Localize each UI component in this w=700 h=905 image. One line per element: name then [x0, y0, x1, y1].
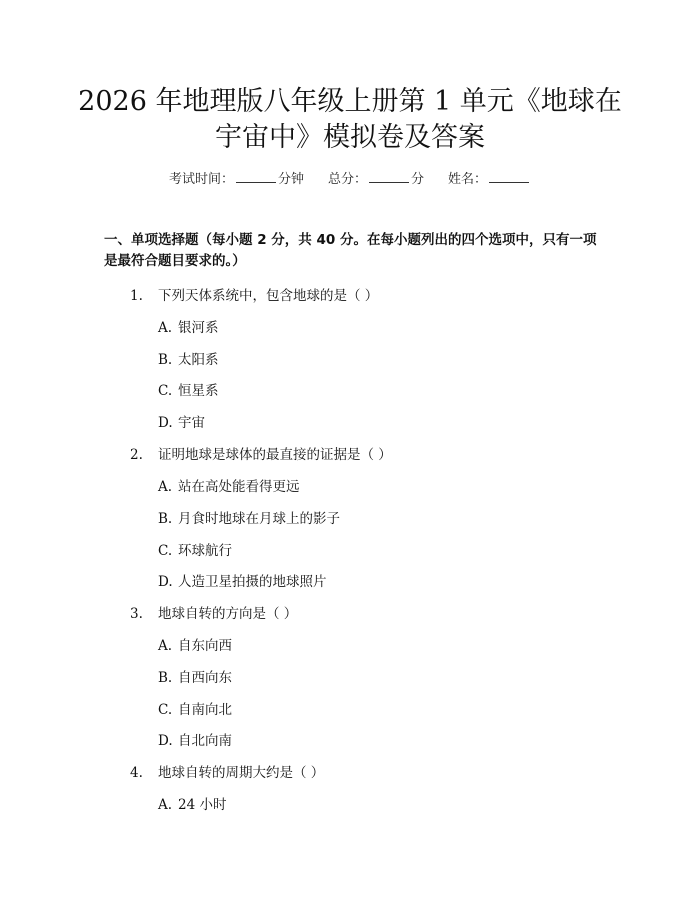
page-title-line-2: 宇宙中》模拟卷及答案	[215, 122, 485, 153]
question-number: 3.	[130, 606, 143, 622]
option-text: 人造卫星拍摄的地球照片	[178, 574, 327, 590]
option-letter: C.	[158, 383, 173, 399]
q1-option-a	[158, 316, 219, 336]
option-text: 站在高处能看得更远	[178, 479, 300, 495]
question-text: 下列天体系统中，包含地球的是（ ）	[158, 288, 379, 304]
page-title-line-1: 2026 年地理版八年级上册第 1 单元《地球在	[78, 86, 622, 117]
option-letter: D.	[158, 415, 173, 431]
option-letter: B.	[158, 670, 173, 686]
option-text: 银河系	[178, 320, 219, 336]
score-unit: 分	[411, 172, 425, 187]
q1-option-c	[158, 379, 219, 399]
question-text: 地球自转的方向是（ ）	[158, 606, 298, 622]
option-text: 恒星系	[178, 383, 219, 399]
option-letter: D.	[158, 574, 173, 590]
option-letter: C.	[158, 702, 173, 718]
question-number: 2.	[130, 447, 143, 463]
option-text: 宇宙	[178, 415, 205, 431]
exam-meta-line	[0, 168, 700, 187]
q2-option-d	[158, 570, 327, 590]
option-letter: A.	[158, 320, 173, 336]
q4-option-a	[158, 793, 226, 813]
option-text: 24 小时	[178, 797, 227, 813]
question-number: 1.	[130, 288, 143, 304]
option-letter: D.	[158, 733, 173, 749]
option-letter: B.	[158, 352, 173, 368]
option-letter: A.	[158, 479, 173, 495]
option-text: 自西向东	[178, 670, 232, 686]
option-letter: A.	[158, 797, 173, 813]
option-letter: C.	[158, 543, 173, 559]
question-3	[130, 602, 297, 622]
question-number: 4.	[130, 765, 143, 781]
option-text: 自北向南	[178, 733, 232, 749]
q3-option-a	[158, 634, 232, 654]
q1-option-b	[158, 348, 219, 368]
question-1	[130, 284, 378, 304]
option-text: 自南向北	[178, 702, 232, 718]
time-label: 考试时间：	[168, 172, 234, 187]
q3-option-c	[158, 698, 232, 718]
option-text: 自东向西	[178, 638, 232, 654]
q1-option-d	[158, 411, 205, 431]
question-2	[130, 443, 392, 463]
question-text: 证明地球是球体的最直接的证据是（ ）	[158, 447, 392, 463]
q2-option-a	[158, 475, 300, 495]
q2-option-b	[158, 507, 340, 527]
score-blank	[369, 170, 409, 183]
section-heading-line-2: 是最符合题目要求的。）	[104, 253, 246, 269]
option-text: 环球航行	[178, 543, 232, 559]
name-blank	[489, 170, 529, 183]
q3-option-b	[158, 666, 232, 686]
name-label: 姓名：	[448, 172, 488, 187]
q2-option-c	[158, 539, 232, 559]
option-letter: A.	[158, 638, 173, 654]
score-label: 总分：	[327, 172, 367, 187]
question-text: 地球自转的周期大约是（ ）	[158, 765, 325, 781]
time-blank	[236, 170, 276, 183]
time-unit: 分钟	[277, 172, 304, 187]
option-text: 月食时地球在月球上的影子	[178, 511, 340, 527]
option-letter: B.	[158, 511, 173, 527]
option-text: 太阳系	[178, 352, 219, 368]
question-4	[130, 761, 324, 781]
q3-option-d	[158, 729, 232, 749]
section-heading-line-1: 一、单项选择题（每小题 2 分，共 40 分。在每小题列出的四个选项中，只有一项	[104, 232, 597, 248]
